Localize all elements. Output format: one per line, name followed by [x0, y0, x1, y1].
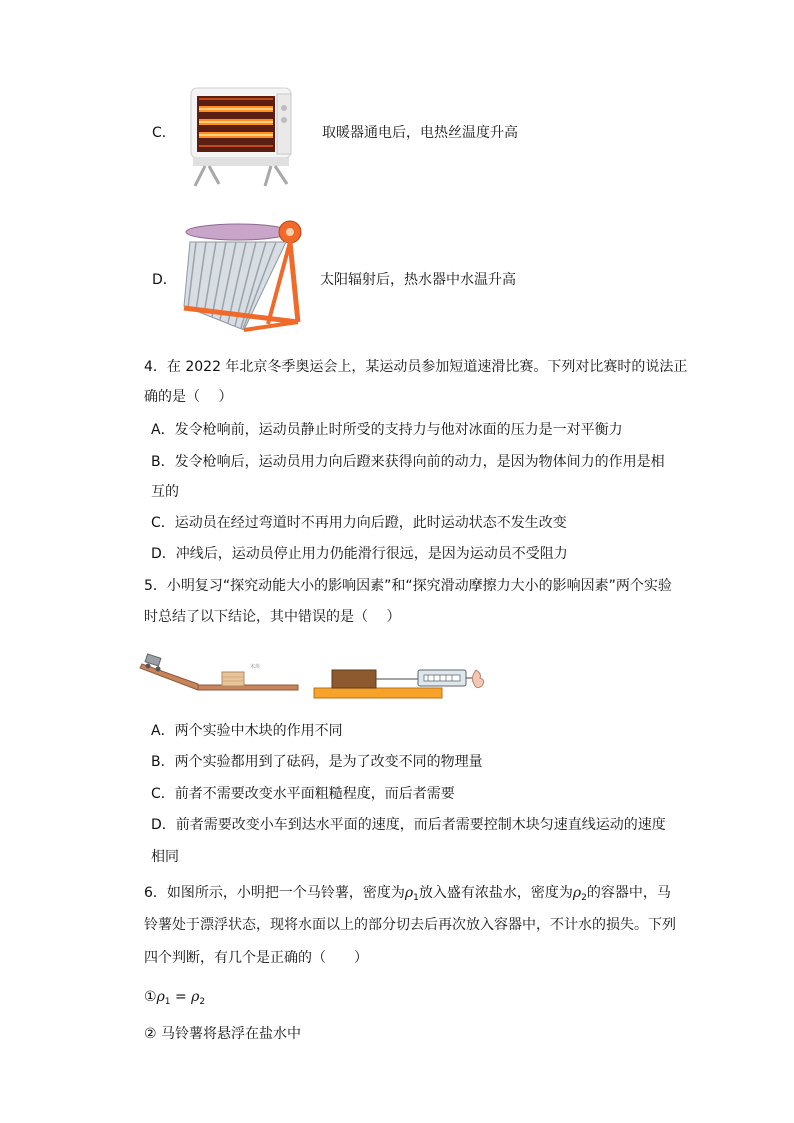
q3-option-c-text: 取暖器通电后，电热丝温度升高 — [322, 125, 518, 141]
q4-option-d: D．冲线后，运动员停止用力仍能滑行很远，是因为运动员不受阻力 — [151, 546, 568, 562]
rho-subscript-2: 2 — [581, 893, 587, 903]
q4-stem-line2: 确的是（ ） — [144, 389, 233, 405]
rho-symbol-2: ρ — [572, 885, 582, 901]
equals-sign: = — [174, 989, 187, 1005]
friction-spring-scale-figure — [310, 660, 492, 702]
solar-heater-image — [180, 212, 304, 340]
q5-stem-line2: 时总结了以下结论，其中错误的是（ ） — [144, 609, 401, 625]
q3-option-c-label: C． — [152, 125, 176, 141]
q6-stem-line1 — [144, 883, 671, 908]
q6-stem-line3: 四个判断，有几个是正确的（ ） — [144, 950, 368, 966]
q5-option-c: C．前者不需要改变水平面粗糙程度，而后者需要 — [151, 786, 455, 802]
rho-symbol-4: ρ — [191, 989, 200, 1005]
q4-option-c: C．运动员在经过弯道时不再用力向后蹬，此时运动状态不发生改变 — [151, 515, 567, 531]
rho-symbol-1: ρ — [404, 885, 414, 901]
rho-subscript-4: 2 — [199, 997, 206, 1007]
q4-option-b-line2: 互的 — [151, 484, 179, 500]
q5-stem-line1: 5．小明复习“探究动能大小的影响因素”和“探究滑动摩擦力大小的影响因素”两个实验 — [144, 578, 672, 594]
q6-judgement-1 — [144, 987, 205, 1012]
rho-symbol-3: ρ — [156, 989, 165, 1005]
q3-option-d-text: 太阳辐射后，热水器中水温升高 — [320, 272, 516, 288]
q4-option-b-line1: B．发令枪响后，运动员用力向后蹬来获得向前的动力，是因为物体间力的作用是相 — [151, 454, 665, 470]
figure-tiny-label: 木块 — [250, 664, 261, 670]
judgement-1-number: ① — [144, 989, 157, 1005]
q5-option-b: B．两个实验都用到了砝码，是为了改变不同的物理量 — [151, 754, 483, 770]
heater-image — [185, 86, 303, 190]
rho-subscript-3: 1 — [164, 997, 171, 1007]
q5-option-d-line1: D．前者需要改变小车到达水平面的速度，而后者需要控制木块匀速直线运动的速度 — [151, 817, 666, 833]
q5-option-d-line2: 相同 — [151, 849, 179, 865]
rho-subscript-1: 1 — [413, 893, 419, 903]
q4-stem-line1: 4．在 2022 年北京冬季奥运会上，某运动员参加短道速滑比赛。下列对比赛时的说法正 — [144, 359, 688, 375]
q4-option-a: A．发令枪响前，运动员静止时所受的支持力与他对冰面的压力是一对平衡力 — [151, 422, 623, 438]
q6-stem-line2: 铃薯处于漂浮状态，现将水面以上的部分切去后再次放入容器中，不计水的损失。下列 — [144, 917, 676, 933]
q6-stem-part2: 放入盛有浓盐水，密度为 — [418, 885, 573, 901]
q3-option-d-label: D． — [152, 272, 177, 288]
ramp-cart-figure — [138, 646, 302, 700]
q5-option-a: A．两个实验中木块的作用不同 — [151, 723, 343, 739]
q6-judgement-2: ② 马铃薯将悬浮在盐水中 — [144, 1026, 302, 1042]
q6-stem-part3: 的容器中，马 — [586, 885, 671, 901]
q6-stem-part1: 6．如图所示，小明把一个马铃薯，密度为 — [144, 885, 405, 901]
